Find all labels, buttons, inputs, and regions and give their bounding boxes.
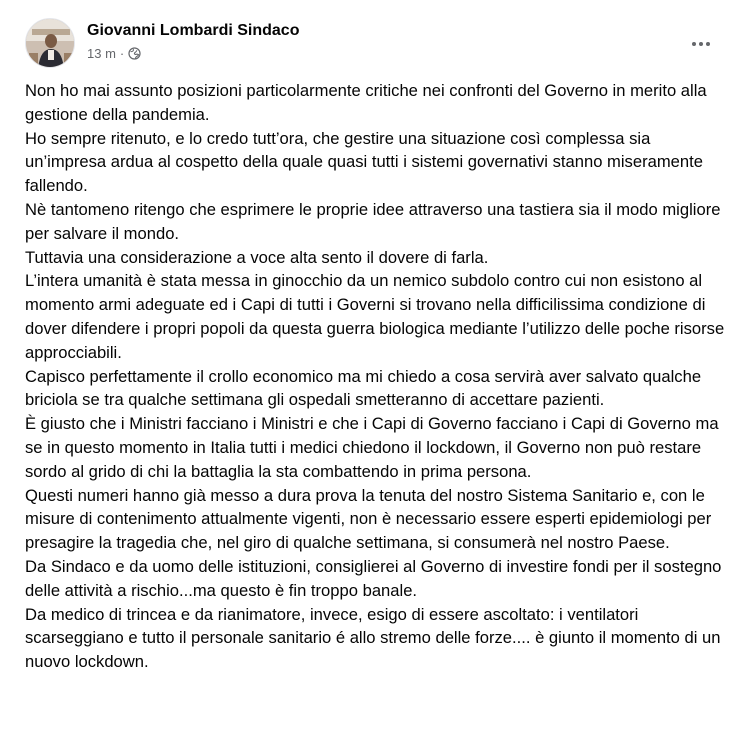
post-header xyxy=(25,18,727,68)
post-paragraph: L’intera umanità è stata messa in ginocchio da un nemico subdolo contro cui non esistono al momento armi adeguate ed i Capi di tutti i Governi si trovano nella difficilissima condizione di dover difendere i propri popoli da questa guerra biologica mediante l’utilizzo delle poche risorse approcciabili. xyxy=(25,271,725,362)
more-horizontal-icon xyxy=(692,42,696,46)
post-paragraph: Non ho mai assunto posizioni particolarmente critiche nei confronti del Governo in merito alla gestione della pandemia. xyxy=(25,81,707,124)
author-name[interactable]: Giovanni Lombardi Sindaco xyxy=(87,22,300,39)
post-paragraph: Questi numeri hanno già messo a dura prova la tenuta del nostro Sistema Sanitario e, con le misure di contenimento attualmente vigenti, non è necessario essere esperti epidemiologi per presagire la tragedia che, nel giro di qualche settimana, si consumerà nel nostro Paese. xyxy=(25,485,712,553)
post-meta xyxy=(87,46,141,61)
post-paragraph: Nè tantomeno ritengo che esprimere le proprie idee attraverso una tastiera sia il modo migliore per salvare il mondo. xyxy=(25,199,721,243)
post-paragraph: Tuttavia una considerazione a voce alta sento il dovere di farla. xyxy=(25,247,489,267)
post-paragraph: È giusto che i Ministri facciano i Ministri e che i Capi di Governo facciano i Capi di Governo ma se in questo momento in Italia tutti i medici chiedono il lockdown, il Governo non può restare sordo al grido di chi la battaglia la sta combattendo in prima persona. xyxy=(25,414,719,481)
post-body xyxy=(25,79,725,674)
globe-icon[interactable] xyxy=(128,47,141,60)
post-timestamp[interactable]: 13 m xyxy=(87,46,116,61)
author-avatar[interactable] xyxy=(25,18,75,68)
more-horizontal-icon-dot xyxy=(706,42,710,46)
post-paragraph: Capisco perfettamente il crollo economico ma mi chiedo a cosa servirà aver salvato qualche briciola se tra qualche settimana gli ospedali smetteranno di accettare pazienti. xyxy=(25,366,702,410)
meta-separator: · xyxy=(119,46,125,61)
avatar-photo-icon xyxy=(26,19,75,68)
post-paragraph: Ho sempre ritenuto, e lo credo tutt’ora, che gestire una situazione così complessa sia un’impresa ardua al cospetto della quale quasi tutti i sistemi governativi stanno miseramente fallendo. xyxy=(25,128,703,196)
post-paragraph: Da medico di trincea e da rianimatore, invece, esigo di essere ascoltato: i ventilatori scarseggiano e tutto il personale sanitario é allo stremo delle forze.... è giunto il momento di un nuovo lockdown. xyxy=(25,604,721,672)
more-horizontal-icon-dot xyxy=(699,42,703,46)
more-options-button[interactable] xyxy=(683,26,719,62)
post-paragraph: Da Sindaco e da uomo delle istituzioni, consiglierei al Governo di investire fondi per il sostegno delle attività a rischio...ma questo è fin troppo banale. xyxy=(25,556,722,600)
